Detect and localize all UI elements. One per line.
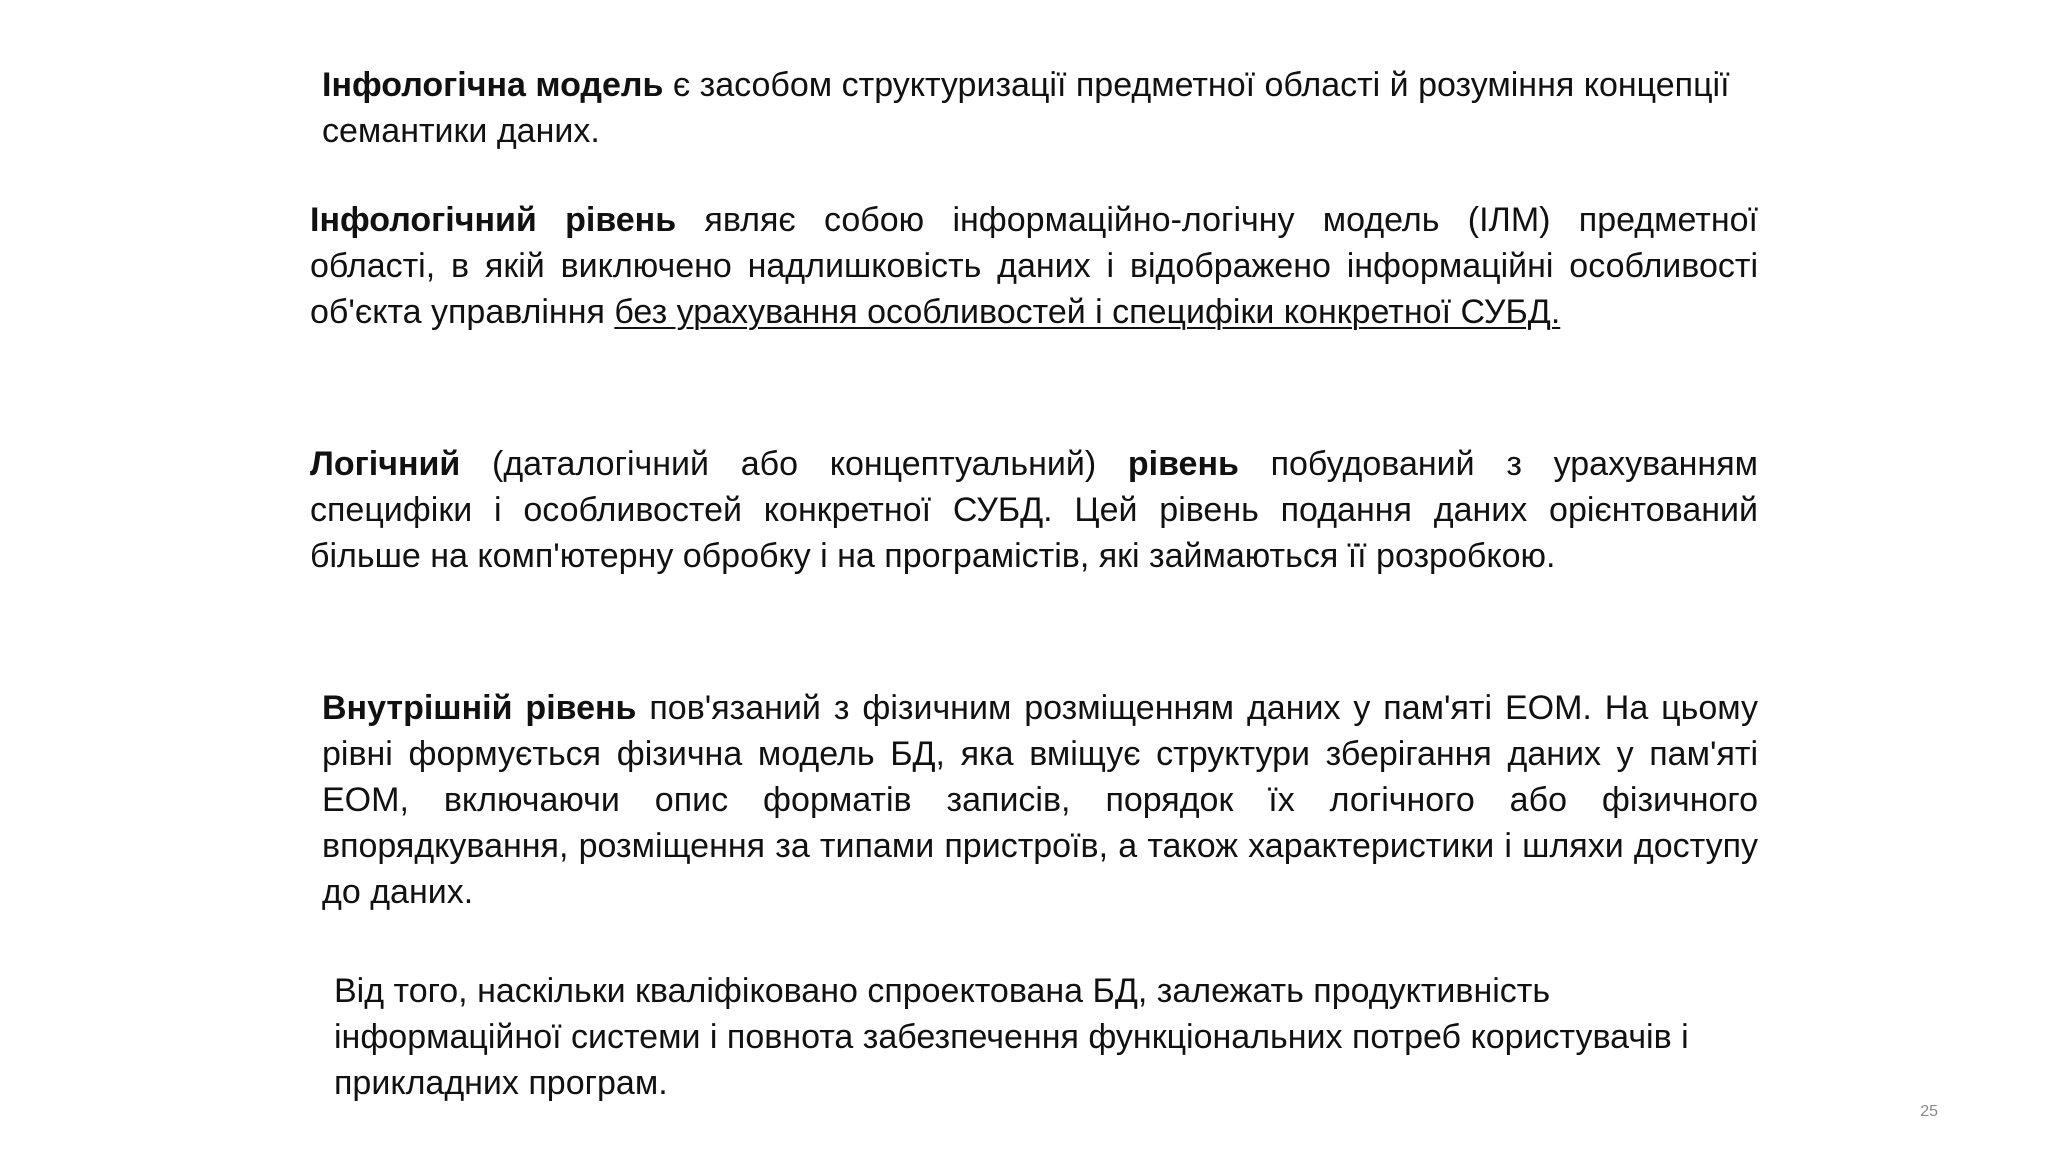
paragraph-text: пов'язаний з фізичним розміщенням даних у пам'яті ЕОМ. На цьому рівні формується фізична модель БД, яка вміщує структури зберігання даних у пам'яті ЕОМ, включаючи опис форматів записів, порядок їх логічного або фізичного впорядкування, розміщення за типами пристроїв, а також характеристики і шляхи доступу до даних. (322, 689, 1759, 911)
paragraph-conclusion (334, 968, 1784, 1106)
term-logical: Логічний (310, 445, 461, 483)
paragraph-text: Від того, наскільки кваліфіковано спроектована БД, залежать продуктивність інформаційної системи і повнота забезпечення функціональних потреб користувачів і прикладних програм. (334, 972, 1689, 1102)
paragraph-text: побудований з урахуванням специфіки і особливостей конкретної СУБД. Цей рівень подання даних орієнтований більше на комп'ютерну обробку і на програмістів, які займаються її розробкою. (310, 445, 1758, 575)
underlined-phrase: без урахування особливостей і специфіки конкретної СУБД. (614, 293, 1561, 331)
paragraph-infological-level (310, 197, 1758, 335)
page-number: 25 (1920, 1103, 1938, 1120)
paragraph-text: є засобом структуризації предметної області й розуміння концепції семантики даних. (322, 66, 1730, 150)
term-infological-model: Інфологічна модель (322, 66, 664, 104)
paragraph-text: являє собою інформаційно-логічну модель (ІЛМ) предметної області, в якій виключено надлишковість даних і відображено інформаційні особливості об'єкта управління (310, 201, 1758, 331)
paragraph-internal-level (322, 685, 1758, 915)
term-infological-level: Інфологічний рівень (310, 201, 677, 239)
term-level: рівень (1127, 445, 1239, 483)
paragraph-text: (даталогічний або концептуальний) (460, 445, 1128, 483)
paragraph-logical-level (310, 441, 1758, 579)
term-internal-level: Внутрішній рівень (322, 689, 637, 727)
paragraph-infological-model (322, 62, 1802, 154)
